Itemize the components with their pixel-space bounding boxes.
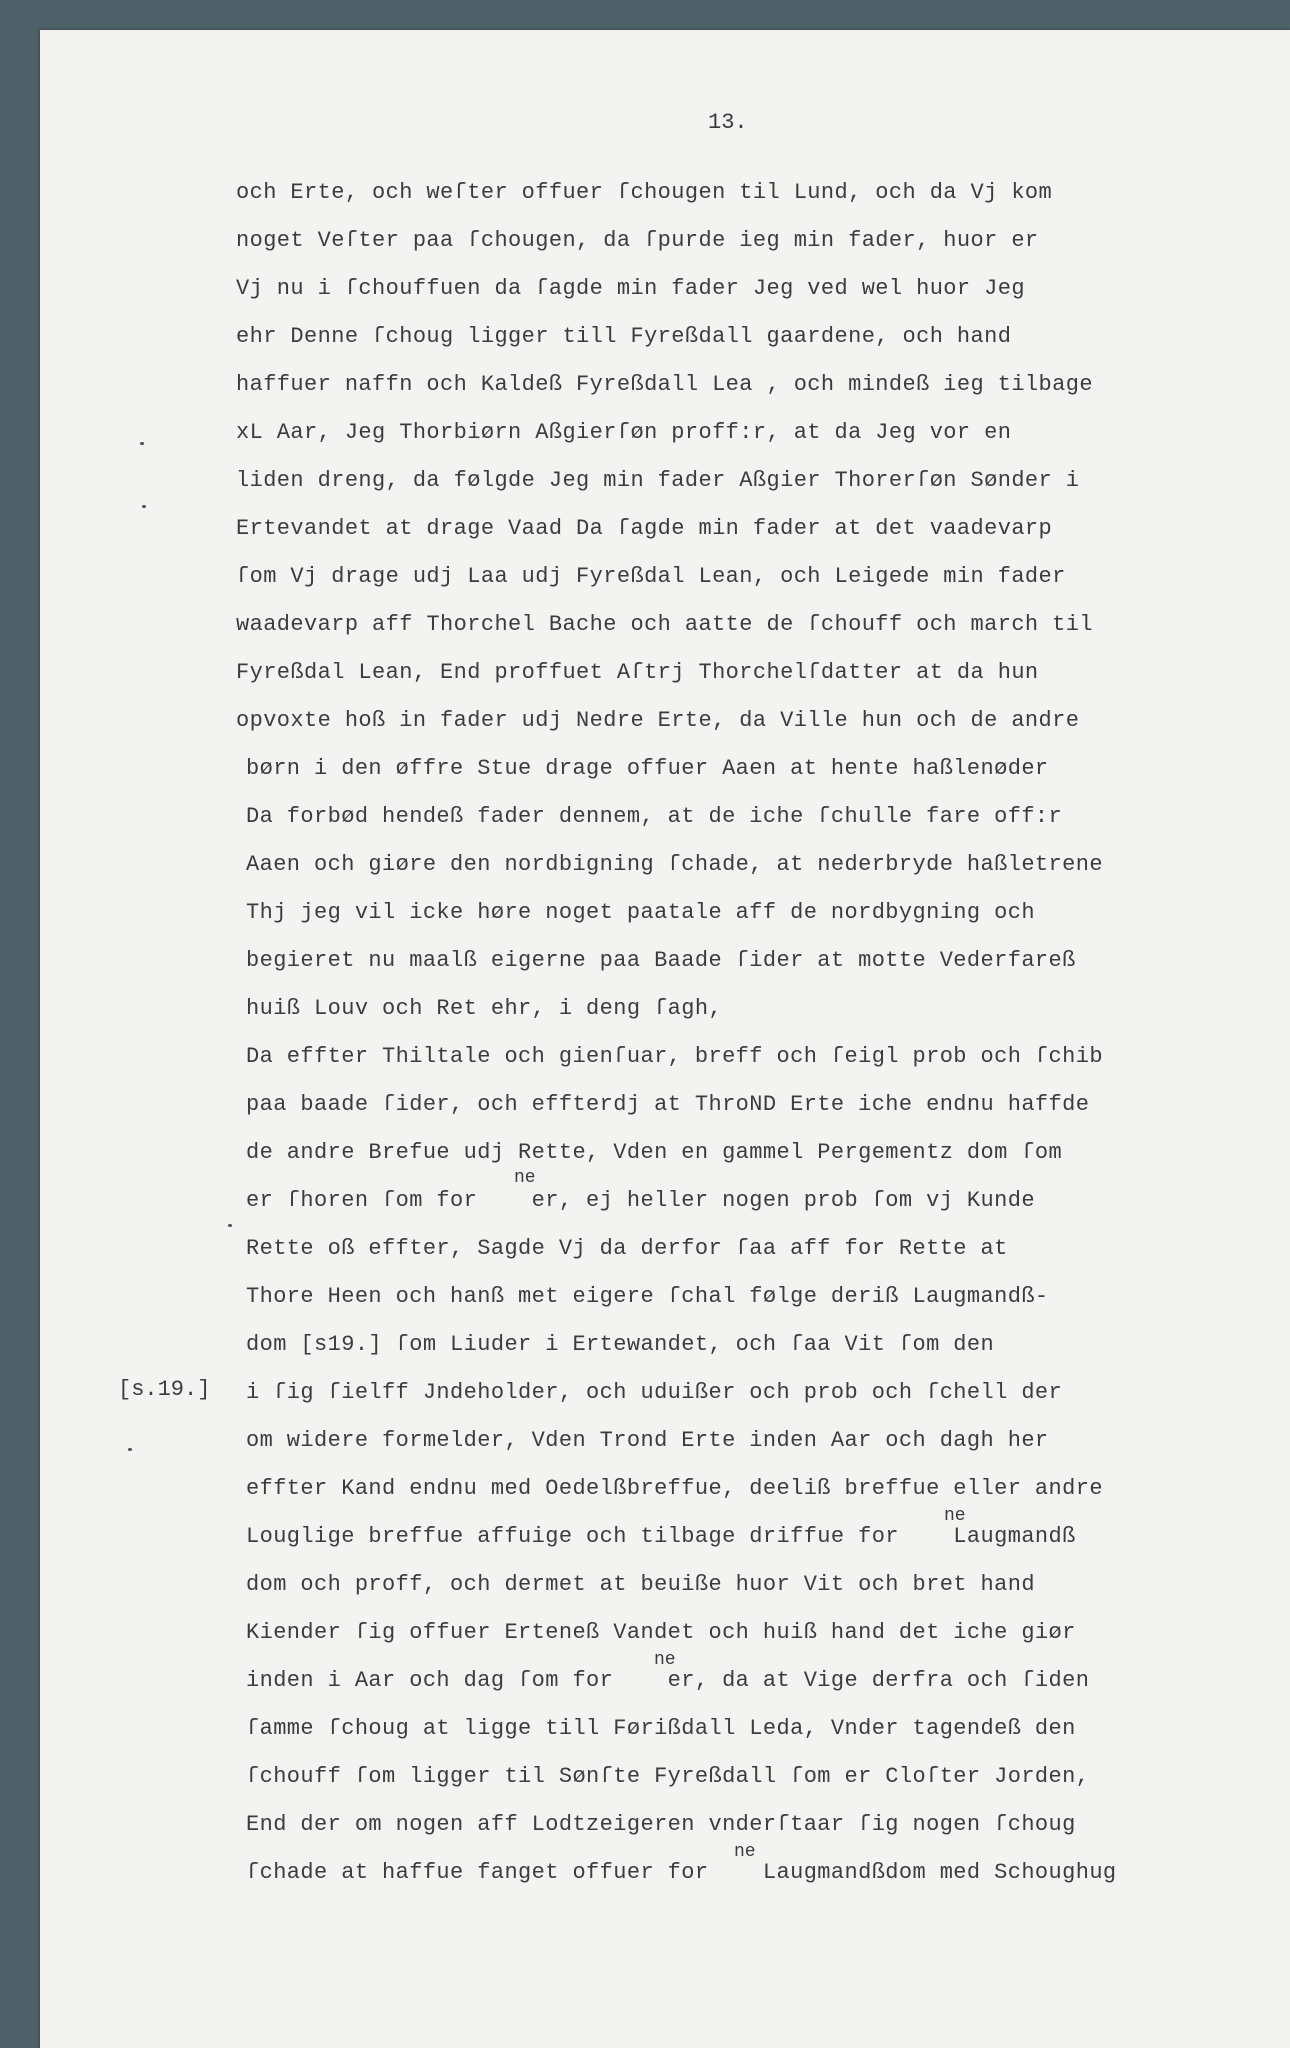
text-line: waadevarp aff Thorchel Bache och aatte de ſchouff och march til	[236, 612, 1093, 637]
text-line: er ſhoren ſom for er, ej heller nogen prob ſom vj Kunde	[246, 1188, 1035, 1213]
text-line: Fyreßdal Lean, End proffuet Aſtrj Thorchelſdatter at da hun	[236, 660, 1039, 685]
ink-speck	[128, 1448, 132, 1451]
text-line: Da effter Thiltale och gienſuar, breff och ſeigl prob och ſchib	[246, 1044, 1103, 1069]
text-line: dom och proff, och dermet at beuiße huor Vit och bret hand	[246, 1572, 1035, 1597]
interlinear-insertion: ne	[944, 1506, 966, 1526]
margin-note: [s.19.]	[118, 1377, 211, 1402]
text-line: Kiender ſig offuer Erteneß Vandet och huiß hand det iche giør	[246, 1620, 1076, 1645]
text-line: dom [s19.] ſom Liuder i Ertewandet, och ſaa Vit ſom den	[246, 1332, 995, 1357]
text-line: børn i den øffre Stue drage offuer Aaen at hente haßlenøder	[246, 756, 1049, 781]
interlinear-insertion: ne	[654, 1650, 676, 1670]
text-line: de andre Brefue udj Rette, Vden en gammel Pergementz dom ſom	[246, 1140, 1063, 1165]
text-line: begieret nu maalß eigerne paa Baade ſider at motte Vederfareß	[246, 948, 1076, 973]
text-line: Rette oß effter, Sagde Vj da derfor ſaa aff for Rette at	[246, 1236, 1008, 1261]
text-line: ſchouff ſom ligger til Sønſte Fyreßdall ſom er Cloſter Jorden,	[246, 1764, 1090, 1789]
text-line: Vj nu i ſchouffuen da ſagde min fader Jeg ved wel huor Jeg	[236, 276, 1025, 301]
text-line: ſamme ſchoug at ligge till Førißdall Leda, Vnder tagendeß den	[246, 1716, 1076, 1741]
interlinear-insertion: ne	[514, 1168, 536, 1188]
text-line: ſchade at haffue fanget offuer for Laugmandßdom med Schoughug	[246, 1860, 1117, 1885]
text-line: och Erte, och weſter offuer ſchougen til Lund, och da Vj kom	[236, 180, 1053, 205]
text-line: liden dreng, da følgde Jeg min fader Aßgier Thorerſøn Sønder i	[236, 468, 1080, 493]
interlinear-insertion: ne	[734, 1842, 756, 1862]
text-line: inden i Aar och dag ſom for er, da at Vige derfra och ſiden	[246, 1668, 1090, 1693]
text-line: Ertevandet at drage Vaad Da ſagde min fader at det vaadevarp	[236, 516, 1053, 541]
text-line: ehr Denne ſchoug ligger till Fyreßdall gaardene, och hand	[236, 324, 1012, 349]
document-page	[40, 30, 1290, 2048]
text-line: effter Kand endnu med Oedelßbreffue, deeliß breffue eller andre	[246, 1476, 1103, 1501]
text-line: Da forbød hendeß fader dennem, at de iche ſchulle fare off:r	[246, 804, 1063, 829]
text-line: haffuer naffn och Kaldeß Fyreßdall Lea , och mindeß ieg tilbage	[236, 372, 1093, 397]
text-line: paa baade ſider, och effterdj at ThroND Erte iche endnu haffde	[246, 1092, 1090, 1117]
text-line: Thore Heen och hanß met eigere ſchal følge deriß Laugmandß-	[246, 1284, 1049, 1309]
text-line: noget Veſter paa ſchougen, da ſpurde ieg min fader, huor er	[236, 228, 1039, 253]
text-line: i ſig ſielff Jndeholder, och uduißer och prob och ſchell der	[246, 1380, 1063, 1405]
ink-speck	[228, 1224, 232, 1227]
text-line: End der om nogen aff Lodtzeigeren vnderſtaar ſig nogen ſchoug	[246, 1812, 1076, 1837]
ink-speck	[140, 442, 144, 445]
text-line: xL Aar, Jeg Thorbiørn Aßgierſøn proff:r, at da Jeg vor en	[236, 420, 1012, 445]
ink-speck	[142, 505, 146, 508]
text-line: om widere formelder, Vden Trond Erte inden Aar och dagh her	[246, 1428, 1049, 1453]
text-line: Louglige breffue affuige och tilbage driffue for Laugmandß	[246, 1524, 1076, 1549]
text-line: huiß Louv och Ret ehr, i deng ſagh,	[246, 996, 723, 1021]
page-number: 13.	[708, 110, 748, 135]
text-line: opvoxte hoß in fader udj Nedre Erte, da Ville hun och de andre	[236, 708, 1080, 733]
text-line: Thj jeg vil icke høre noget paatale aff de nordbygning och	[246, 900, 1035, 925]
text-line: Aaen och giøre den nordbigning ſchade, at nederbryde haßletrene	[246, 852, 1103, 877]
text-line: ſom Vj drage udj Laa udj Fyreßdal Lean, och Leigede min fader	[236, 564, 1066, 589]
